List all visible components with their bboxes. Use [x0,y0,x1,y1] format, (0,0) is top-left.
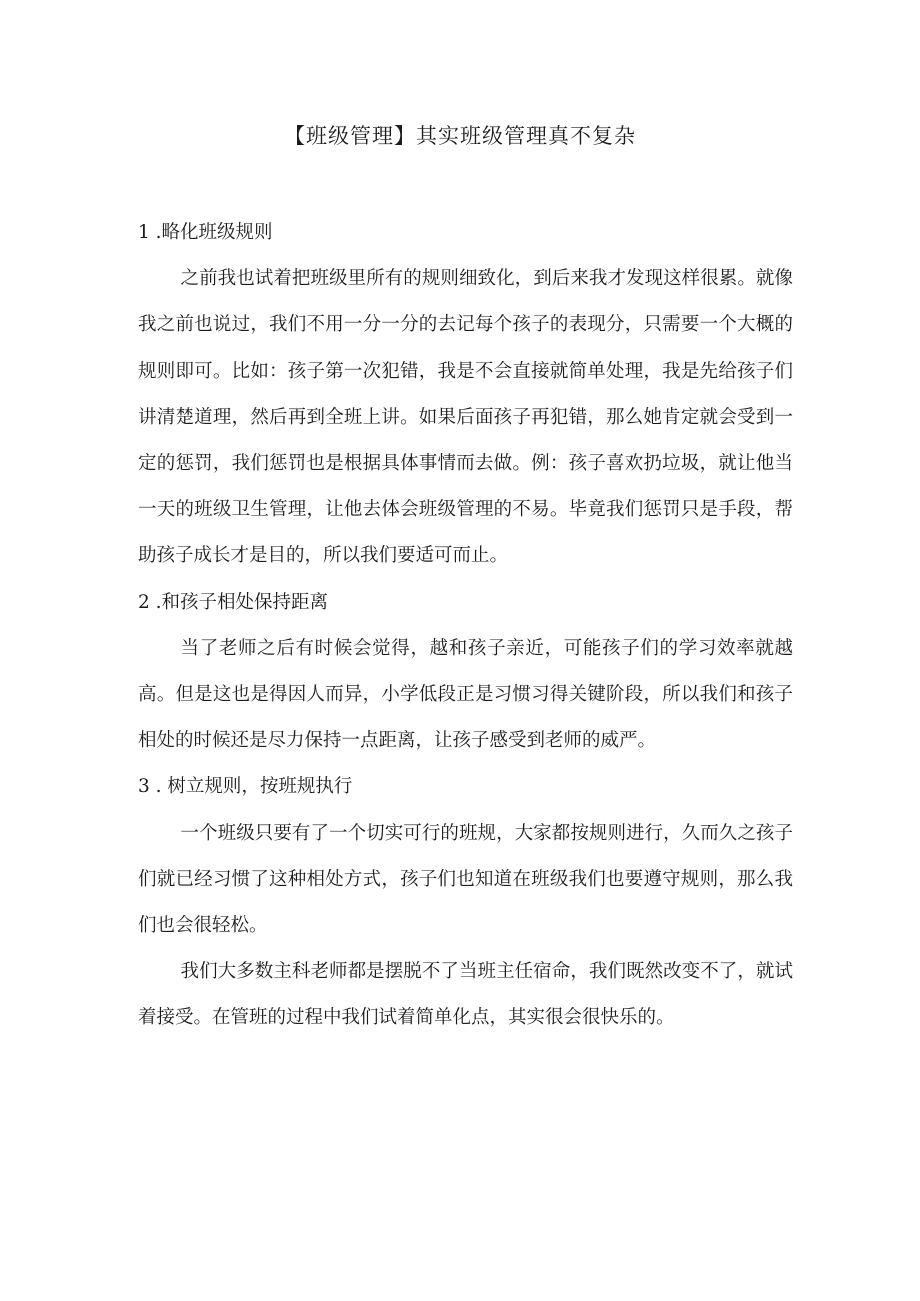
section-2-paragraph: 当了老师之后有时候会觉得，越和孩子亲近，可能孩子们的学习效率就越高。但是这也是得因人而异，小学低段正是习惯习得关键阶段，所以我们和孩子相处的时候还是尽力保持一点距离，让孩子感受到老师的威严。 [138,637,793,752]
section-3-paragraph-2: 我们大多数主科老师都是摆脱不了当班主任宿命，我们既然改变不了，就试着接受。在管班的过程中我们试着简单化点，其实很会很快乐的。 [138,961,793,1029]
document-title: 【班级管理】其实班级管理真不复杂 [284,124,636,148]
section-heading-2: 2 .和孩子相处保持距离 [138,591,329,613]
section-3-paragraph-1: 一个班级只要有了一个切实可行的班规，大家都按规则进行，久而久之孩子们就已经习惯了这种相处方式，孩子们也知道在班级我们也要遵守规则，那么我们也会很轻松。 [138,822,793,937]
section-1-paragraph: 之前我也试着把班级里所有的规则细致化，到后来我才发现这样很累。就像我之前也说过，我们不用一分一分的去记每个孩子的表现分，只需要一个大概的规则即可。比如：孩子第一次犯错，我是不会直接就简单处理，我是先给孩子们讲清楚道理，然后再到全班上讲。如果后面孩子再犯错，那么她肯定就会受到一定的惩罚，我们惩罚也是根据具体事情而去做。例：孩子喜欢扔垃圾，就让他当一天的班级卫生管理，让他去体会班级管理的不易。毕竟我们惩罚只是手段，帮助孩子成长才是目的，所以我们要适可而止。 [138,268,793,567]
document-body [138,210,793,1042]
section-heading-1: 1 .略化班级规则 [138,222,273,243]
section-heading-3: 3 . 树立规则，按班规执行 [138,776,353,798]
